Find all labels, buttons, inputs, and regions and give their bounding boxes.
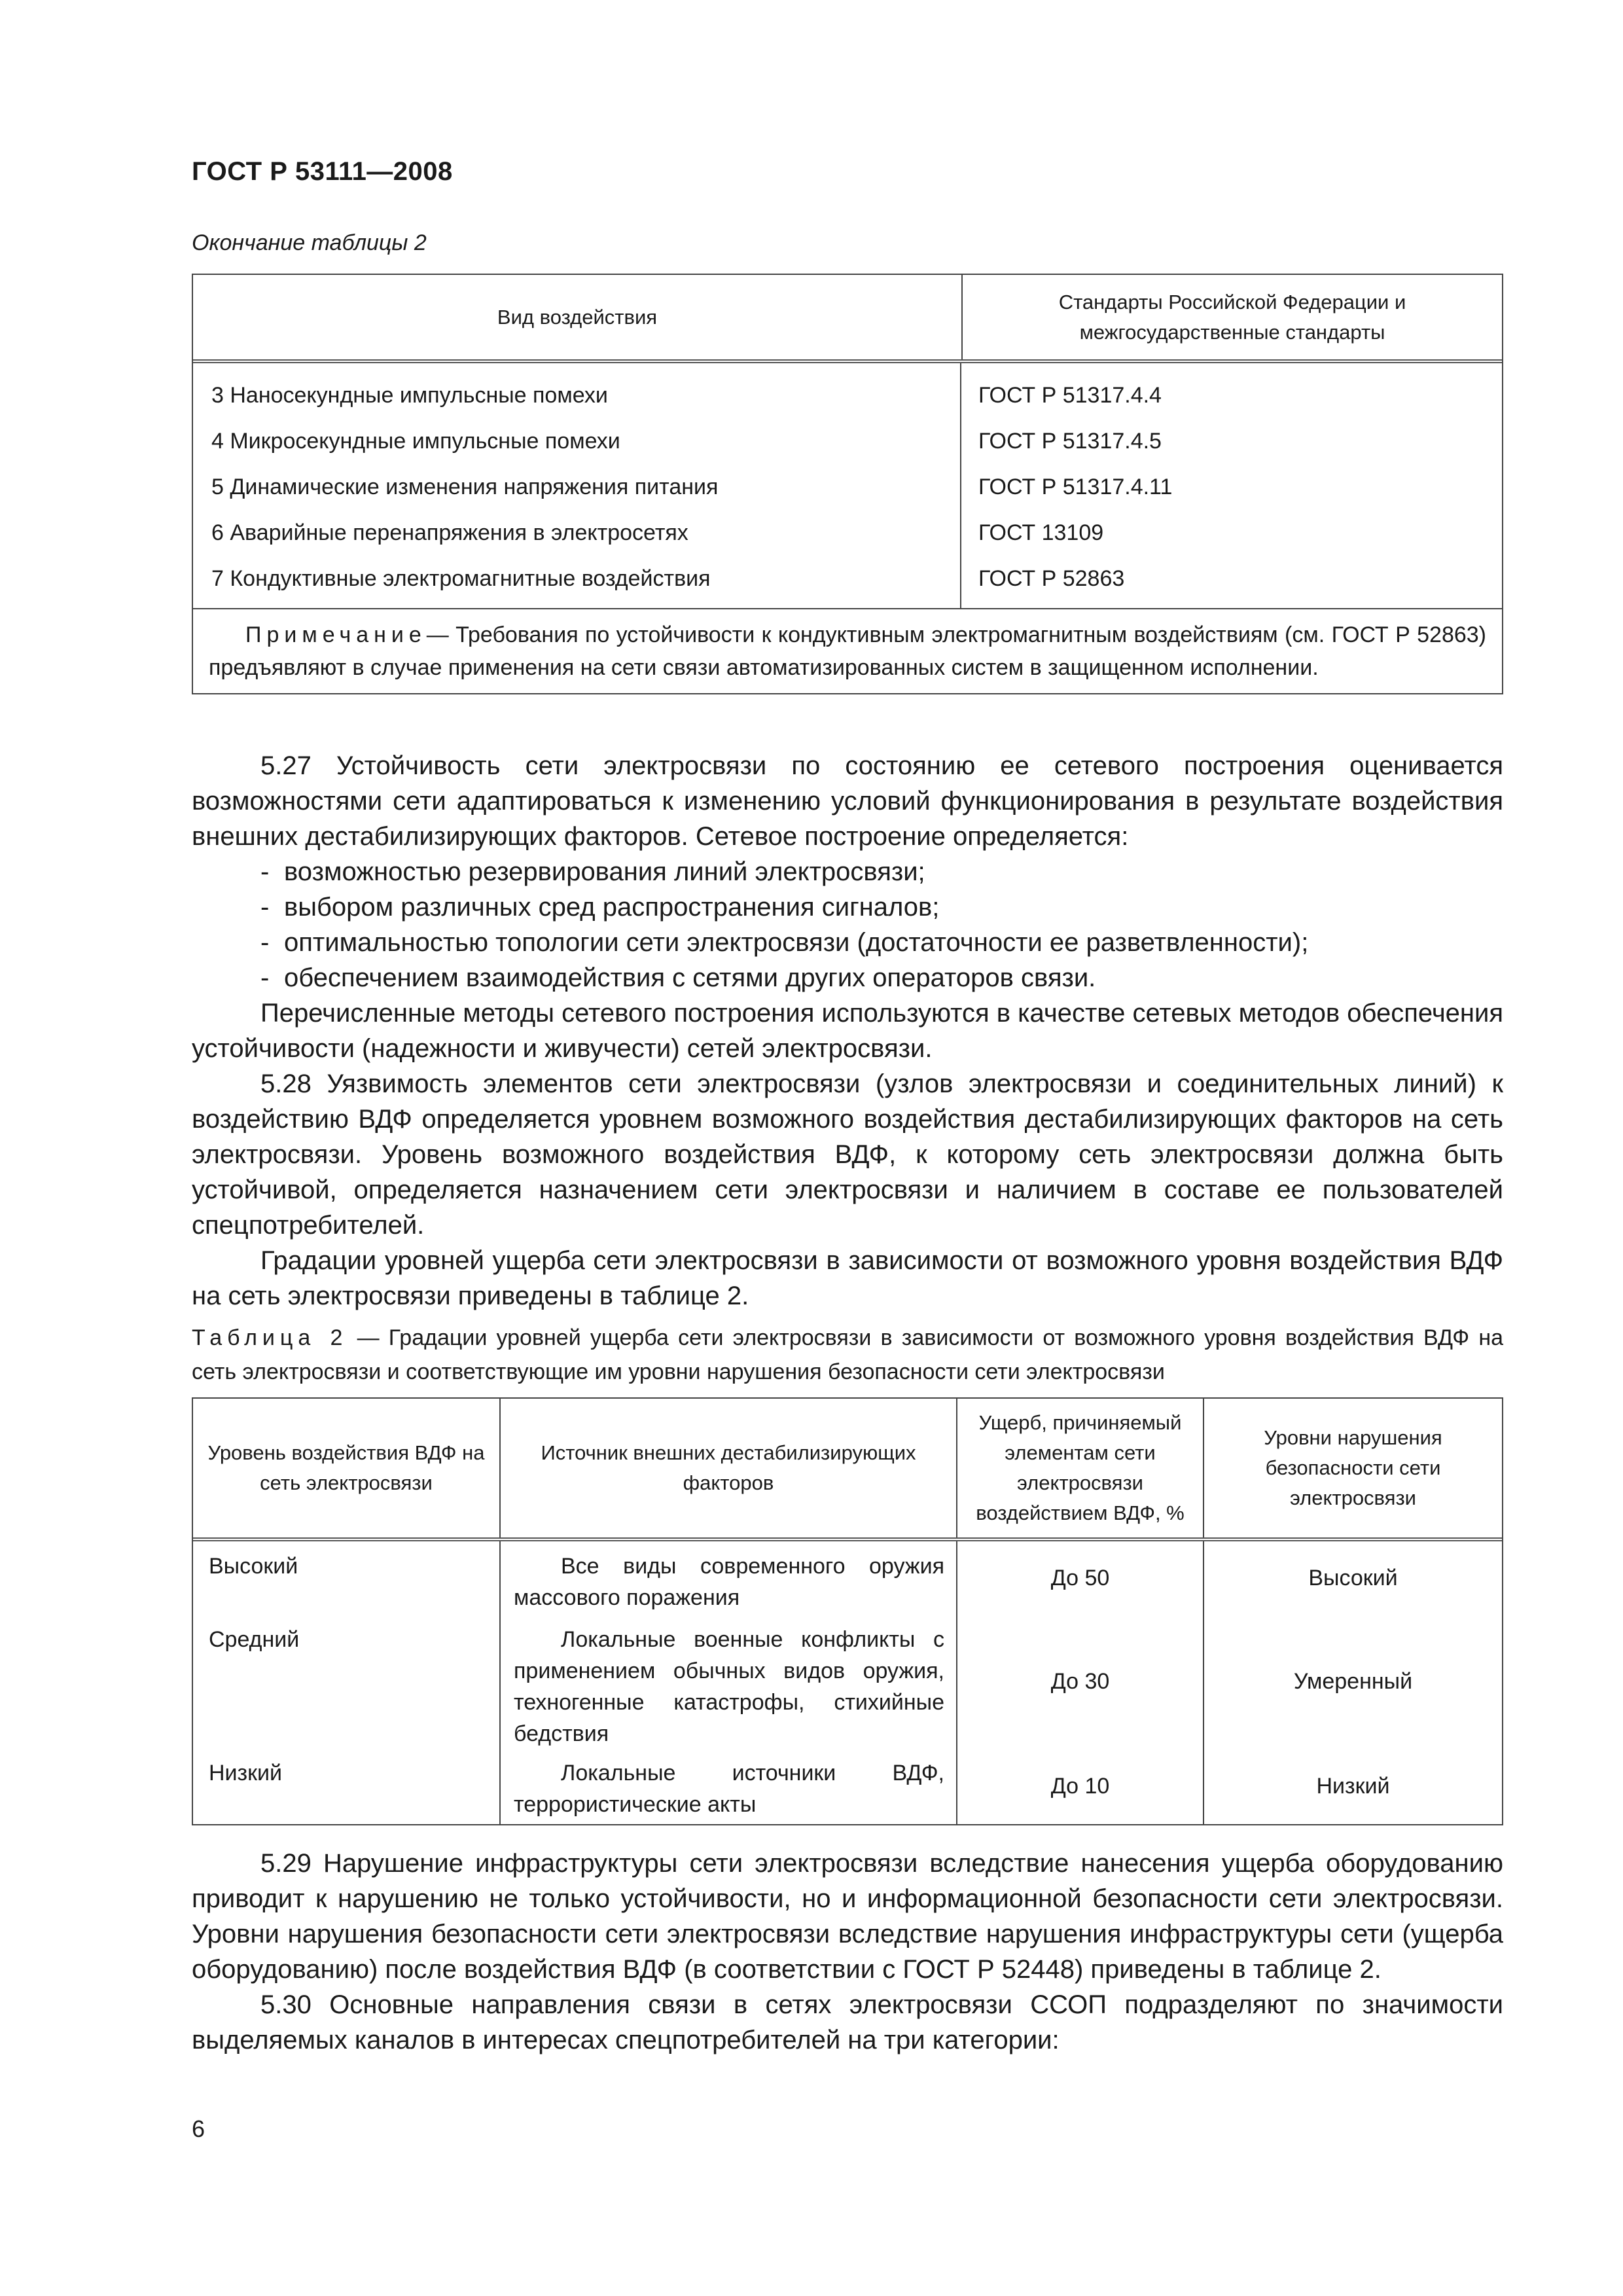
table-cell: Локальные источники ВДФ, террористические акты: [501, 1748, 957, 1824]
header-cell-impact-type: Вид воздействия: [193, 275, 963, 359]
table-cell: Низкий: [1316, 1774, 1390, 1799]
note-text: — Требования по устойчивости к кондуктивным электромагнитным воздействиям (см. ГОСТ Р 52863) предъявляют в случае применения на сети связи автоматизированных систем в защищенном исполнении.: [209, 622, 1486, 680]
table-caption-text: — Градации уровней ущерба сети электросвязи в зависимости от возможного уровня воздействия ВДФ на сеть электросвязи и соответствующие им уровни нарушения безопасности сети электросвязи: [192, 1325, 1503, 1384]
table-cell: Локальные военные конфликты с применением обычных видов оружия, техногенные катастрофы, стихийные бедствия: [501, 1615, 957, 1748]
header-cell-violation-level: Уровни нарушения безопасности сети электросвязи: [1264, 1426, 1442, 1509]
table-cell: ГОСТ Р 51317.4.11: [978, 475, 1173, 499]
note-label: Примечание: [245, 622, 427, 647]
table-row: [193, 1541, 1502, 1615]
table-cell: Низкий: [193, 1748, 501, 1824]
paragraph: 5.27 Устойчивость сети электросвязи по состоянию ее сетевого построения оценивается возможностями сети адаптироваться к изменению условий функционирования в результате воздействия внешних дестабилизирующих факторов. Сетевое построение определяется:: [192, 751, 1503, 851]
document-id-header: ГОСТ Р 53111—2008: [192, 157, 453, 186]
list-item: - оптимальностью топологии сети электросвязи (достаточности ее разветвленности);: [260, 928, 1309, 957]
list-item: - возможностью резервирования линий электросвязи;: [260, 857, 925, 886]
list-item: - обеспечением взаимодействия с сетями других операторов связи.: [260, 963, 1096, 992]
table-body: [193, 363, 1502, 608]
table-cell: ГОСТ 13109: [978, 520, 1104, 545]
table-cell: ГОСТ Р 51317.4.5: [978, 429, 1162, 454]
table-cell: Умеренный: [1293, 1669, 1413, 1694]
table-cell: Высокий: [193, 1541, 501, 1615]
page-number: 6: [192, 2115, 205, 2142]
table-cell: ГОСТ Р 52863: [978, 566, 1125, 591]
paragraph-5-29: 5.29 Нарушение инфраструктуры сети электросвязи вследствие нанесения ущерба оборудованию приводит к нарушению не только устойчивости, но и информационной безопасности сети электросвязи. Уровни нарушения безопасности сети электросвязи вследствие нарушения инфраструктуры сети (ущерба оборудованию) после воздействия ВДФ (в соответствии с ГОСТ Р 52448) приведены в таблице 2.: [192, 1849, 1503, 1984]
table-cell: До 10: [957, 1748, 1204, 1824]
table-cell: Средний: [193, 1615, 501, 1748]
table-cell: Все виды современного оружия массового поражения: [501, 1541, 957, 1615]
header-cell-impact-level: Уровень воздействия ВДФ на сеть электросвязи: [193, 1399, 501, 1537]
paragraph: Градации уровней ущерба сети электросвязи в зависимости от возможного уровня воздействия ВДФ на сеть электросвязи приведены в таблице 2.: [192, 1246, 1503, 1310]
impact-type-column: [193, 363, 961, 608]
table-cell: 6 Аварийные перенапряжения в электросетях: [211, 520, 688, 545]
impact-standards-table: [192, 274, 1503, 694]
table-cell: 5 Динамические изменения напряжения питания: [211, 475, 719, 499]
table-note: [193, 608, 1502, 693]
table-cell: 4 Микросекундные импульсные помехи: [211, 429, 620, 454]
table-2-caption: [192, 1321, 1503, 1389]
table-header-row: [193, 275, 1502, 363]
paragraph-5-30: 5.30 Основные направления связи в сетях электросвязи ССОП подразделяют по значимости выделяемых каналов в интересах спецпотребителей на три категории:: [192, 1990, 1503, 2054]
table-label: Таблица 2: [192, 1325, 348, 1350]
table-cell: Высокий: [1308, 1566, 1398, 1590]
table-cell: До 30: [957, 1615, 1204, 1748]
header-cell-source: Источник внешних дестабилизирующих факторов: [501, 1399, 957, 1537]
table-continuation-caption: Окончание таблицы 2: [192, 230, 427, 255]
damage-gradation-table: [192, 1397, 1503, 1825]
section-5-27: [192, 748, 1503, 1314]
table-cell: 3 Наносекундные импульсные помехи: [211, 383, 608, 408]
list-item: - выбором различных сред распространения сигналов;: [260, 893, 940, 922]
table-row: [193, 1615, 1502, 1748]
table-row: [193, 1748, 1502, 1824]
paragraph-5-28: 5.28 Уязвимость элементов сети электросвязи (узлов электросвязи и соединительных линий) к воздействию ВДФ определяется уровнем возможного воздействия дестабилизирующих факторов на сеть электросвязи. Уровень возможного воздействия ВДФ, к которому сеть электросвязи должна быть устойчивой, определяется назначением сети электросвязи и наличием в составе ее пользователей спецпотребителей.: [192, 1069, 1503, 1240]
paragraph: Перечисленные методы сетевого построения используются в качестве сетевых методов обеспечения устойчивости (надежности и живучести) сетей электросвязи.: [192, 999, 1503, 1063]
header-cell-damage: Ущерб, причиняемый элементам сети электросвязи воздействием ВДФ, %: [957, 1399, 1204, 1537]
table-cell: До 50: [957, 1541, 1204, 1615]
table-header-row: [193, 1399, 1502, 1541]
header-cell-standards: Стандарты Российской Федерации и межгосударственные стандарты: [1058, 290, 1406, 344]
table-cell: 7 Кондуктивные электромагнитные воздействия: [211, 566, 711, 591]
section-5-29-5-30: [192, 1846, 1503, 2058]
table-cell: ГОСТ Р 51317.4.4: [978, 383, 1162, 408]
standards-column: [961, 363, 1502, 608]
